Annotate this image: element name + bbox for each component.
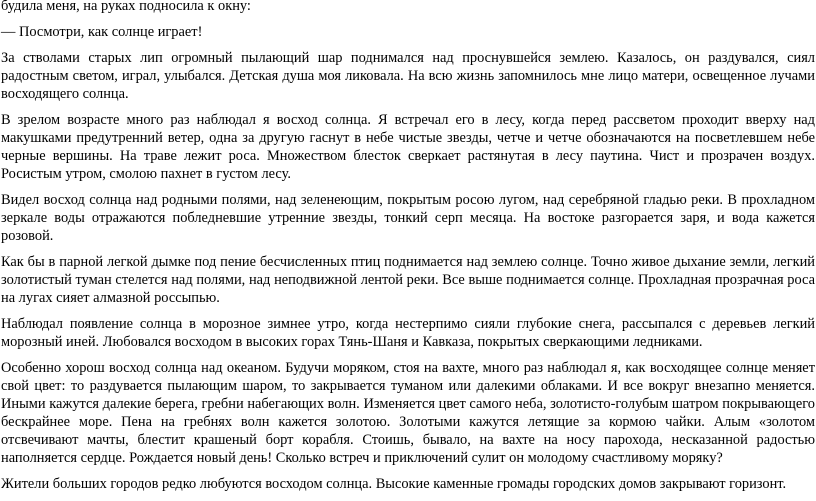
paragraph-fields-sunrise: Видел восход солнца над родными полями, над зеленеющим, покрытым росою лугом, над серебряной гладью реки. В прохладном зеркале воды отражаются побледневшие утренние звезды, тонкий серп месяца. На востоке разгорается заря, и вода кажется розовой. <box>1 192 815 244</box>
paragraph-ocean-sunrise: Особенно хорош восход солнца над океаном. Будучи моряком, стоя на вахте, много раз наблюдал я, как восходящее солнце меняет свой цвет: то раздувается пылающим шаром, то закрывается туманом или далекими облаками. И все вокруг внезапно меняется. Иными кажутся далекие берега, гребни набегающих волн. Изменяется цвет самого неба, золотисто-голубым шатром покрывающего бескрайнее море. Пена на гребнях волн кажется золотою. Золотыми кажутся летящие за кормою чайки. Алым «золотом отсвечивают мачты, блестит крашеный борт корабля. Стоишь, бывало, на вахте на носу парохода, несказанной радостью наполняется сердце. Рождается новый день! Сколько встреч и приключений сулит он молодому счастливому моряку? <box>1 360 815 466</box>
paragraph-mother-window: будила меня, на руках подносила к окну: <box>1 0 251 14</box>
paragraph-sun-plays: — Посмотри, как солнце играет! <box>1 24 203 40</box>
paragraph-forest-sunrise: В зрелом возрасте много раз наблюдал я восход солнца. Я встречал его в лесу, когда перед рассветом проходит вверху над макушками предутренний ветер, одна за другую гаснут в небе чистые звезды, четче и четче обозначаются на посветлевшем небе черные вершины. На траве лежит роса. Множеством блесток сверкает растянутая в лесу паутина. Чист и прозрачен воздух. Росистым утром, смолою пахнет в густом лесу. <box>1 112 815 182</box>
document-page <box>1 0 815 501</box>
paragraph-misty-sunrise: Как бы в парной легкой дымке под пение бесчисленных птиц поднимается над землею солнце. Точно живое дыхание земли, легкий золотистый туман стелется над полями, над неподвижной лентой реки. Все выше поднимается солнце. Прохладная прозрачная роса на лугах сияет алмазной россыпью. <box>1 254 815 306</box>
paragraph-linden-trees: За стволами старых лип огромный пылающий шар поднимался над проснувшейся землею. Казалось, он раздувался, сиял радостным светом, играл, улыбался. Детская душа моя ликовала. На всю жизнь запомнилось мне лицо матери, освещенное лучами восходящего солнца. <box>1 50 815 102</box>
paragraph-city-dwellers: Жители больших городов редко любуются восходом солнца. Высокие каменные громады городских домов закрывают горизонт. <box>1 476 787 492</box>
paragraph-winter-sunrise: Наблюдал появление солнца в морозное зимнее утро, когда нестерпимо сияли глубокие снега, рассыпался с деревьев легкий морозный иней. Любовался восходом в высоких горах Тянь-Шаня и Кавказа, покрытых сверкающими ледниками. <box>1 316 815 350</box>
